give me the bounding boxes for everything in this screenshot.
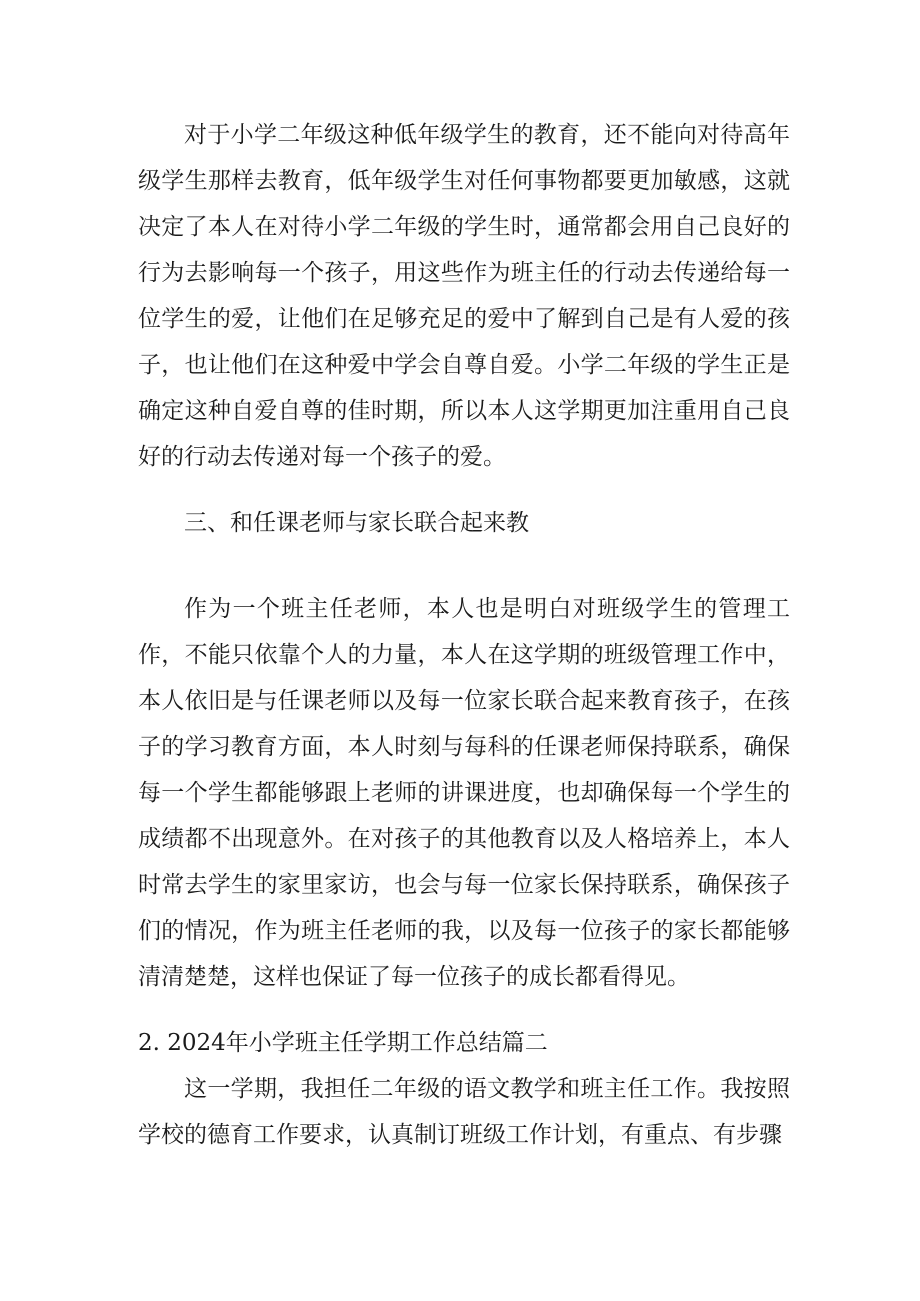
article-heading: 2. 2024年小学班主任学期工作总结篇二 xyxy=(138,1030,548,1056)
body-paragraph: 这一学期，我担任二年级的语文教学和班主任工作。我按照学校的德育工作要求，认真制订班级工作计划，有重点、有步骤 xyxy=(138,1076,790,1148)
section-heading: 三、和任课老师与家长联合起来教 xyxy=(184,510,529,536)
body-paragraph: 作为一个班主任老师，本人也是明白对班级学生的管理工作，不能只依靠个人的力量，本人在这学期的班级管理工作中，本人依旧是与任课老师以及每一位家长联合起来教育孩子，在孩子的学习教育方面，本人时刻与每科的任课老师保持联系，确保每一个学生都能够跟上老师的讲课进度，也却确保每一个学生的成绩都不出现意外。在对孩子的其他教育以及人格培养上，本人时常去学生的家里家访，也会与每一位家长保持联系，确保孩子们的情况，作为班主任老师的我，以及每一位孩子的家长都能够清清楚楚，这样也保证了每一位孩子的成长都看得见。 xyxy=(138,596,790,990)
body-paragraph: 对于小学二年级这种低年级学生的教育，还不能向对待高年级学生那样去教育，低年级学生对任何事物都要更加敏感，这就决定了本人在对待小学二年级的学生时，通常都会用自己良好的行为去影响每一个孩子，用这些作为班主任的行动去传递给每一位学生的爱，让他们在足够充足的爱中了解到自己是有人爱的孩子，也让他们在这种爱中学会自尊自爱。小学二年级的学生正是确定这种自爱自尊的佳时期，所以本人这学期更加注重用自己良好的行动去传递对每一个孩子的爱。 xyxy=(138,122,790,470)
